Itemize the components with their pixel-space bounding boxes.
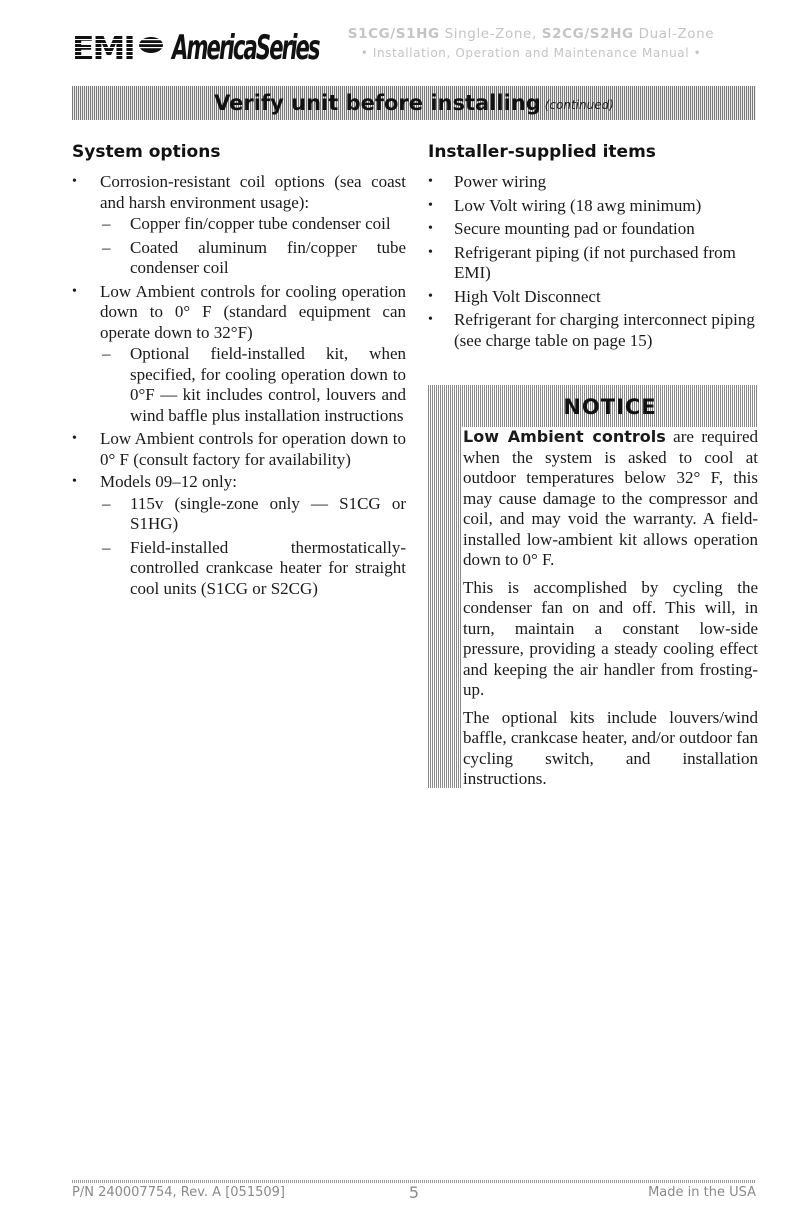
sub-list (100, 494, 406, 600)
system-options-heading: System options (72, 142, 221, 162)
notice-header (462, 391, 758, 423)
notice-emphasis: Low Ambient controls (463, 427, 666, 446)
page-title: Verify unit before installing (214, 91, 541, 115)
notice-body (462, 427, 758, 788)
sub-list (100, 214, 406, 279)
list-item-text: Low Ambient controls for cooling operation down to 0° F (standard equipment can operate down to 32°F) (100, 281, 406, 342)
page-number: 5 (408, 1183, 420, 1202)
list-item: • Refrigerant piping (if not purchased from EMI) (428, 243, 758, 284)
sub-list-item: – Field-installed thermostatically-controlled crankcase heater for straight cool units (S1CG or S2CG) (100, 538, 406, 600)
america-series-logo: AmericaSeries (171, 28, 319, 68)
list-item: • High Volt Disconnect (428, 287, 758, 308)
installer-items-heading: Installer-supplied items (428, 142, 656, 162)
installer-items-list (428, 172, 758, 351)
list-item: • Refrigerant for charging interconnect piping (see charge table on page 15) (428, 310, 758, 351)
list-item (72, 282, 406, 427)
header-models-single: S1CG/S1HG (347, 26, 440, 42)
header-manual-title: • Installation, Operation and Maintenance Manual • (360, 46, 702, 60)
list-item: • Low Volt wiring (18 awg minimum) (428, 196, 758, 217)
list-item: • Secure mounting pad or foundation (428, 219, 758, 240)
sub-list (100, 344, 406, 426)
sub-list-item: – 115v (single-zone only — S1CG or S1HG) (100, 494, 406, 535)
list-item-text: Low Ambient controls for operation down to 0° F (consult factory for availability) (100, 429, 406, 469)
list-item (72, 472, 406, 599)
page-footer (72, 1185, 756, 1203)
list-item (72, 429, 406, 470)
notice-box (428, 385, 758, 788)
section-title-band (72, 86, 756, 120)
sub-list-item: – Optional field-installed kit, when specified, for cooling operation down to 0°F — kit includes control, louvers and wind baffle plus installation instructions (100, 344, 406, 426)
emi-swoosh-icon (138, 36, 164, 54)
page-title-suffix: (continued) (544, 98, 614, 112)
made-in-usa: Made in the USA (648, 1185, 756, 1200)
list-item (72, 172, 406, 279)
list-item-text: Models 09–12 only: (100, 472, 237, 491)
header-line-models (331, 26, 731, 42)
list-item-text: Corrosion-resistant coil options (sea coast and harsh environment usage): (100, 172, 406, 212)
part-number: P/N 240007754, Rev. A [051509] (72, 1185, 285, 1200)
header-single-zone: Single-Zone, (444, 26, 537, 42)
sub-list-item: – Copper fin/copper tube condenser coil (100, 214, 406, 235)
system-options-list (72, 172, 406, 599)
header-models-dual: S2CG/S2HG (541, 26, 634, 42)
list-item: • Power wiring (428, 172, 758, 193)
sub-list-item: – Coated aluminum fin/copper tube condenser coil (100, 238, 406, 279)
notice-paragraph: The optional kits include louvers/wind baffle, crankcase heater, and/or outdoor fan cycling switch, and installation instructions. (463, 707, 758, 788)
notice-title: NOTICE (563, 395, 657, 419)
header-dual-zone: Dual-Zone (638, 26, 715, 42)
system-options-section (72, 142, 406, 602)
header-subtitle (331, 26, 731, 60)
notice-paragraph (463, 427, 758, 571)
notice-paragraph-text: are required when the system is asked to cool at outdoor temperatures below 32° F, this may cause damage to the compressor and coil, and may void the warranty. A field-installed low-ambient kit allows operation down to 0° F. (463, 427, 758, 569)
installer-items-section (428, 142, 758, 354)
emi-logo: EMI (72, 28, 134, 68)
notice-paragraph: This is accomplished by cycling the condenser fan on and off. This will, in turn, maintain a constant low-side pressure, providing a steady cooling effect and keeping the air handler from frosting-up. (463, 577, 758, 699)
